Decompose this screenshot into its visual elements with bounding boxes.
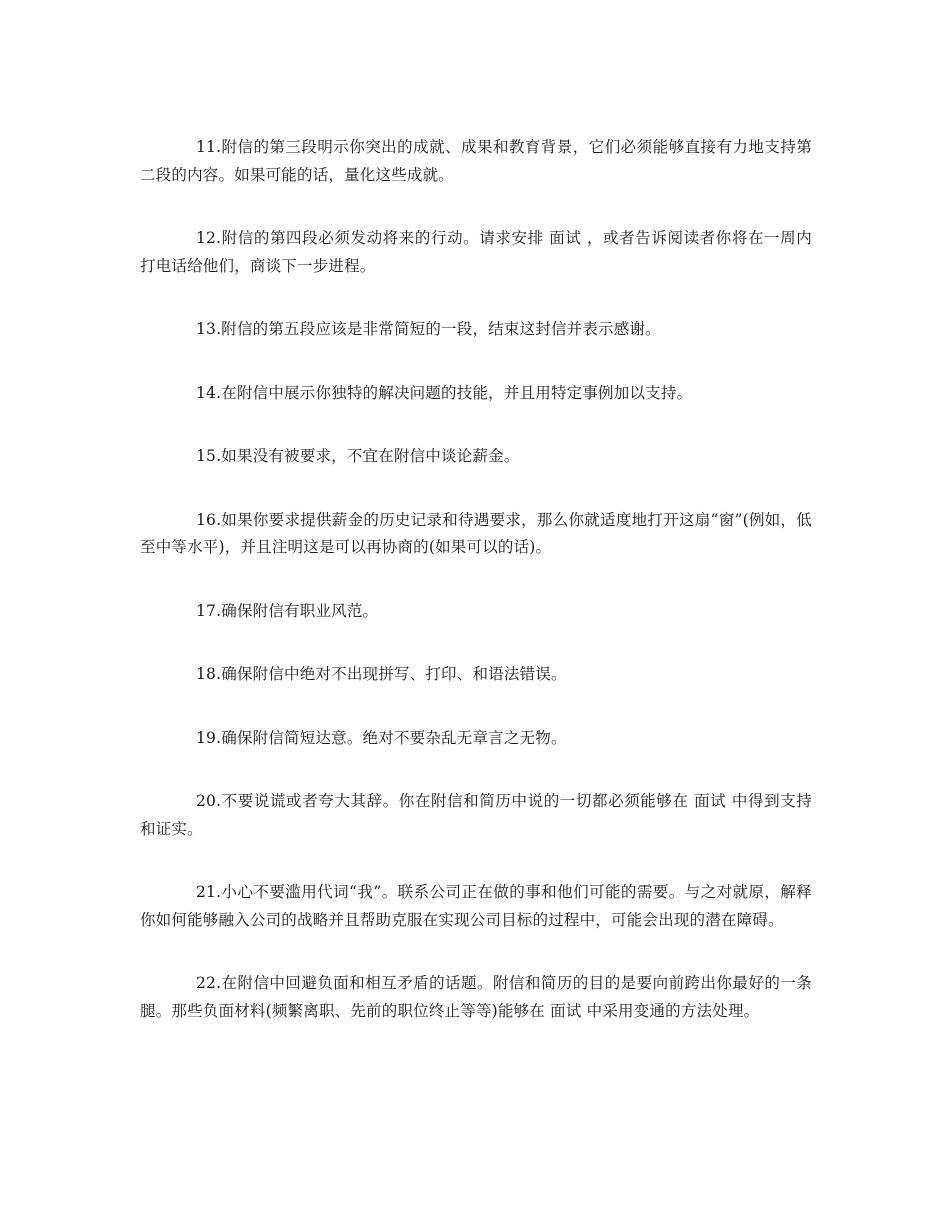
- paragraph-14: 14.在附信中展示你独特的解决问题的技能，并且用特定事例加以支持。: [196, 383, 693, 402]
- paragraph-11: 11.附信的第三段明示你突出的成就、成果和教育背景，它们必须能够直接有力地支持第二段的内容。如果可能的话，量化这些成就。: [140, 138, 812, 184]
- document-body: [140, 134, 812, 1061]
- paragraph-13: 13.附信的第五段应该是非常简短的一段，结束这封信并表示感谢。: [196, 320, 661, 338]
- paragraph-18: 18.确保附信中绝对不出现拼写、打印、和语法错误。: [196, 665, 567, 683]
- paragraph-16: 16.如果你要求提供薪金的历史记录和待遇要求，那么你就适度地打开这扇“窗”(例如，低至中等水平)，并且注明这是可以再协商的(如果可以的话)。: [140, 510, 812, 556]
- paragraph-12: 12.附信的第四段必须发动将来的行动。请求安排 面试 ，或者告诉阅读者你将在一周内打电话给他们，商谈下一步进程。: [140, 229, 812, 275]
- paragraph-21: 21.小心不要滥用代词“我”。联系公司正在做的事和他们可能的需要。与之对就原，解释你如何能够融入公司的战略并且帮助克服在实现公司目标的过程中，可能会出现的潜在障碍。: [140, 883, 812, 929]
- paragraph-19: 19.确保附信简短达意。绝对不要杂乱无章言之无物。: [196, 728, 567, 747]
- paragraph-17: 17.确保附信有职业风范。: [196, 601, 379, 620]
- paragraph-22: 22.在附信中回避负面和相互矛盾的话题。附信和简历的目的是要向前跨出你最好的一条腿。那些负面材料(频繁离职、先前的职位终止等等)能够在 面试 中采用变通的方法处理。: [140, 974, 812, 1020]
- paragraph-15: 15.如果没有被要求，不宜在附信中谈论薪金。: [196, 447, 520, 465]
- paragraph-20: 20.不要说谎或者夸大其辞。你在附信和简历中说的一切都必须能够在 面试 中得到支持和证实。: [140, 792, 812, 838]
